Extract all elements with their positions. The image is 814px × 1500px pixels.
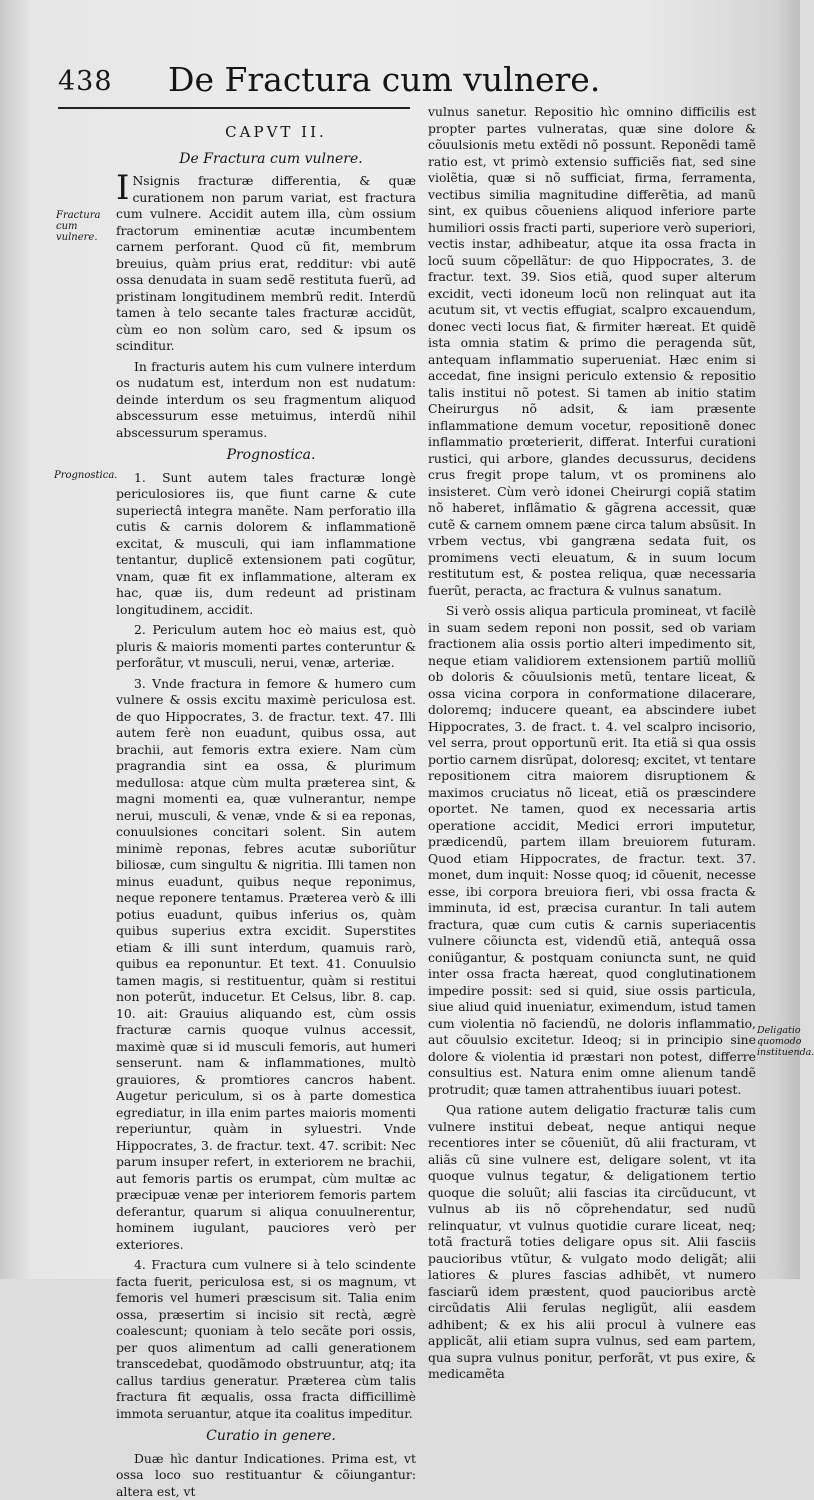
- paragraph: INsignis fracturæ differentia, & quæ curationem non parum variat, est fractura cum vulnere. Accidit autem illa, cùm ossium fractorum eminentiæ acutæ incumbentem carnem perforant. Quod cũ fit, membrum breuius, quàm prius erat, redditur: vbi autẽ ossa denudata in suam sedẽ restituta fuerũ, ad pristinam longitudinem membrũ redit. Interdũ tamen à telo secante tales fracturæ accidũt, cùm eo non solùm caro, sed & ipsum os scinditur.: [116, 173, 416, 355]
- left-column: [116, 124, 416, 1264]
- paragraph: In fracturis autem his cum vulnere interdum os nudatum est, interdum non est nudatum: deinde interdum os seu fragmentum aliquod abscessurum esse metuimus, interdũ nihil abscessurum speramus.: [116, 359, 416, 442]
- chapter-subtitle: De Fractura cum vulnere.: [116, 151, 416, 168]
- paragraph: 1. Sunt autem tales fracturæ longè periculosiores iis, que fiunt carne & cute superiectâ integra manẽte. Nam perforatio illa cutis & carnis dolorem & inflammationẽ excitat, & musculi, qui iam inflammatione tentantur, duplicẽ extensionem pati cogũtur, vnam, quæ fit ex inflammatione, alteram ex hac, quæ iis, dum redeunt ad pristinam longitudinem, accidit.: [116, 470, 416, 619]
- chapter-heading: CAPVT II.: [116, 124, 416, 141]
- paragraph: 3. Vnde fractura in femore & humero cum vulnere & ossis excitu maximè periculosa est. de quo Hippocrates, 3. de fractur. text. 47. Illi autem ferè non euadunt, quibus ossa, aut brachii, aut femoris extra exiere. Nam cùm pragrandia sint ea ossa, & plurimum medullosa: atque cùm multa præterea sint, & magni momenti ea, quæ vulnerantur, nempe nerui, musculi, & venæ, vnde & si ea reponas, conuulsiones concitari solent. Sin autem minimè reponas, febres acutæ suboriũtur biliosæ, cum singultu & nigritia. Illi tamen non minus euadunt, quibus neque reponimus, neque reponere tentamus. Præterea verò & illi potius euadunt, quibus inferius os, quàm quibus superius extra excidit. Superstites etiam & illi sunt interdum, quamuis rarò, quibus ea reponuntur. Et text. 41. Conuulsio tamen magis, si restituentur, quàm si restitui non poterũt, inducetur. Et Celsus, libr. 8. cap. 10. ait: Grauius aliquando est, cùm ossis fracturæ carnis quoque vulnus accessit, maximè quæ si id musculi femoris, aut humeri senserunt. nam & inflammationes, multò grauiores, & promtiores cancros habent. Augetur periculum, si os à parte domestica egrediatur, in illa enim partes maioris momenti reperiuntur, quàm in syluestri. Vnde Hippocrates, 3. de fractur. text. 47. scribit: Nec parum insuper refert, in exteriorem ne brachii, aut femoris partis os erumpat, cùm multæ ac præcipuæ venæ per interiorem femoris partem deferantur, quarum si aliqua conuulnerentur, hominem iugulant, pauciores verò per exteriores.: [116, 676, 416, 1254]
- page-number: 438: [58, 66, 113, 97]
- margin-note-prognostica: Prognostica.: [54, 470, 114, 481]
- paragraph: Qua ratione autem deligatio fracturæ talis cum vulnere institui debeat, neque antiqui neque recentiores inter se cõueniũt, dũ alii fracturam, vt aliãs cũ sine vulnere est, deligare solent, vt ita quoque vulnus tegatur, & deligationem tertio quoque die soluũt; alii fascias ita circũducunt, vt vulnus ab iis nõ cõprehendatur, sed nudũ relinquatur, vt vulnus quotidie curare liceat, neq; totã fracturã toties deligare opus sit. Alii fasciis paucioribus vtũtur, & vulgato modo deligãt; alii latiores & plures fascias adhibẽt, vt numero fasciarũ idem præstent, quod paucioribus arctè circũdatis Alii ferulas negligũt, alii easdem adhibent; & ex his alii procul à vulnere eas applicãt, alii etiam supra vulnus, sed eam partem, qua supra vulnus ponitur, perforãt, vt pus exire, & medicamẽta: [428, 1102, 756, 1383]
- paragraph: Si verò ossis aliqua particula promineat, vt facilè in suam sedem reponi non possit, sed ob variam fractionem alia ossis portio alteri impedimento sit, neque etiam validiorem extensionem partiũ molliũ ob doloris & cõuulsionis metũ, tentare liceat, & ossa vicina corpora in conformatione dilacerare, doloremq; inducere queant, ea abscindere iubet Hippocrates, 3. de fract. t. 4. vel scalpro incisorio, vel serra, prout opportunũ erit. Ita etiã si qua ossis portio carnem disrũpat, doloresq; excitet, vt tentare repositionem citra maiorem disruptionem & maximos cruciatus nõ liceat, etiã os præscindere oportet. Ne tamen, quod ex necessaria artis operatione accidit, Medici errori imputetur, prædicendũ, partem illam breuiorem futuram. Quod etiam Hippocrates, de fractur. text. 37. monet, dum inquit: Nosse quoq; id cõuenit, necesse esse, ibi corpora breuiora fieri, vbi ossa fracta & imminuta, id est, præcisa curantur. In tali autem fractura, quæ cum cutis & carnis superiacentis vulnere cõiuncta est, videndũ etiã, antequã ossa coniũgantur, & postquam coniuncta sunt, ne quid inter ossa fracta hæreat, quod conglutinationem impedire possit: sed si quid, siue ossis particula, siue aliud quid inueniatur, eximendum, istud tamen cum violentia nõ faciendũ, ne doloris inflammatio, aut cõuulsio excitetur. Ideoq; si in principio sine dolore & violentia id præstari non potest, differre consultius est. Natura enim omne alienum tandẽ protrudit; quæ tamen attrahentibus iuuari potest.: [428, 603, 756, 1098]
- margin-note-fractura: Fractura cum vulnere.: [56, 210, 116, 243]
- paragraph: vulnus sanetur. Repositio hìc omnino difficilis est propter partes vulneratas, quæ sine dolore & cõuulsionis metu extẽdi nõ possunt. Reponẽdi tamẽ ratio est, vt primò extensio sufficiẽs fiat, sed sine violẽtia, quæ si nõ sufficiat, firma, ferramenta, vectibus similia magnitudine differẽtia, ad manũ sint, ex quibus cõueniens aliquod inferiore parte humiliori ossis fracti parti, superiore verò superiori, vectis instar, adhibeatur, atque ita ossa fracta in locũ suum cõpellãtur: de quo Hippocrates, 3. de fractur. text. 39. Sios etiã, quod super alterum excidit, vecti idoneum locũ non relinquat aut ita acutum sit, vt vectis effugiat, scalpro excauendum, donec vecti locus fiat, & firmiter hæreat. Et quidẽ ista omnia statim & primo die peragenda sũt, antequam inflammatio superueniat. Hæc enim si accedat, fine insigni periculo extensio & repositio talis institui nõ potest. Si tamen ab initio statim Cheirurgus nõ adsit, & iam præsente inflammatione demum vocetur, repositionẽ donec inflammatio prœterierit, differat. Interfui curationi rustici, qui arbore, glandes decussurus, decidens crus fregit prope talum, vt os prominens alo insisteret. Cùm verò idonei Cheirurgi copiã statim nõ haberet, inflãmatio & gãgrena accessit, quæ cutẽ & carnem omnem pæne circa talum absũsit. In vrbem vectus, vbi gangræna sedata fuit, os promimens vecti eleuatum, & in suum locum restitutum est, & postea reliqua, quæ necessaria fuerũt, peracta, ac fractura & vulnus sanatum.: [428, 104, 756, 599]
- paragraph: 4. Fractura cum vulnere si à telo scindente facta fuerit, periculosa est, si os magnum, vt femoris vel humeri præscisum sit. Talia enim ossa, præsertim si incisio sit rectà, ægrè coalescunt; quoniam à telo secãte pori ossis, per quos alimentum ad calli generationem transcedebat, quodãmodo obstruuntur, atq; ita callus tardius generatur. Præterea cùm talis fractura fit æqualis, ossa fracta difficillimè immota seruantur, atque ita coalitus impeditur.: [116, 1257, 416, 1422]
- margin-note-deligatio: Deligatio quomodo instituenda.: [757, 1025, 800, 1058]
- page-header: [58, 58, 428, 108]
- curatio-heading: Curatio in genere.: [116, 1428, 416, 1445]
- prognostica-heading: Prognostica.: [116, 447, 416, 464]
- paragraph: Duæ hìc dantur Indicationes. Prima est, vt ossa loco suo restituantur & cõiungantur: altera est, vt: [116, 1451, 416, 1500]
- paragraph: 2. Periculum autem hoc eò maius est, quò pluris & maioris momenti partes conteruntur & perforãtur, vt musculi, nerui, venæ, arteriæ.: [116, 622, 416, 672]
- header-rule: [58, 107, 410, 109]
- running-title: De Fractura cum vulnere.: [168, 60, 600, 99]
- right-column: [428, 104, 756, 1279]
